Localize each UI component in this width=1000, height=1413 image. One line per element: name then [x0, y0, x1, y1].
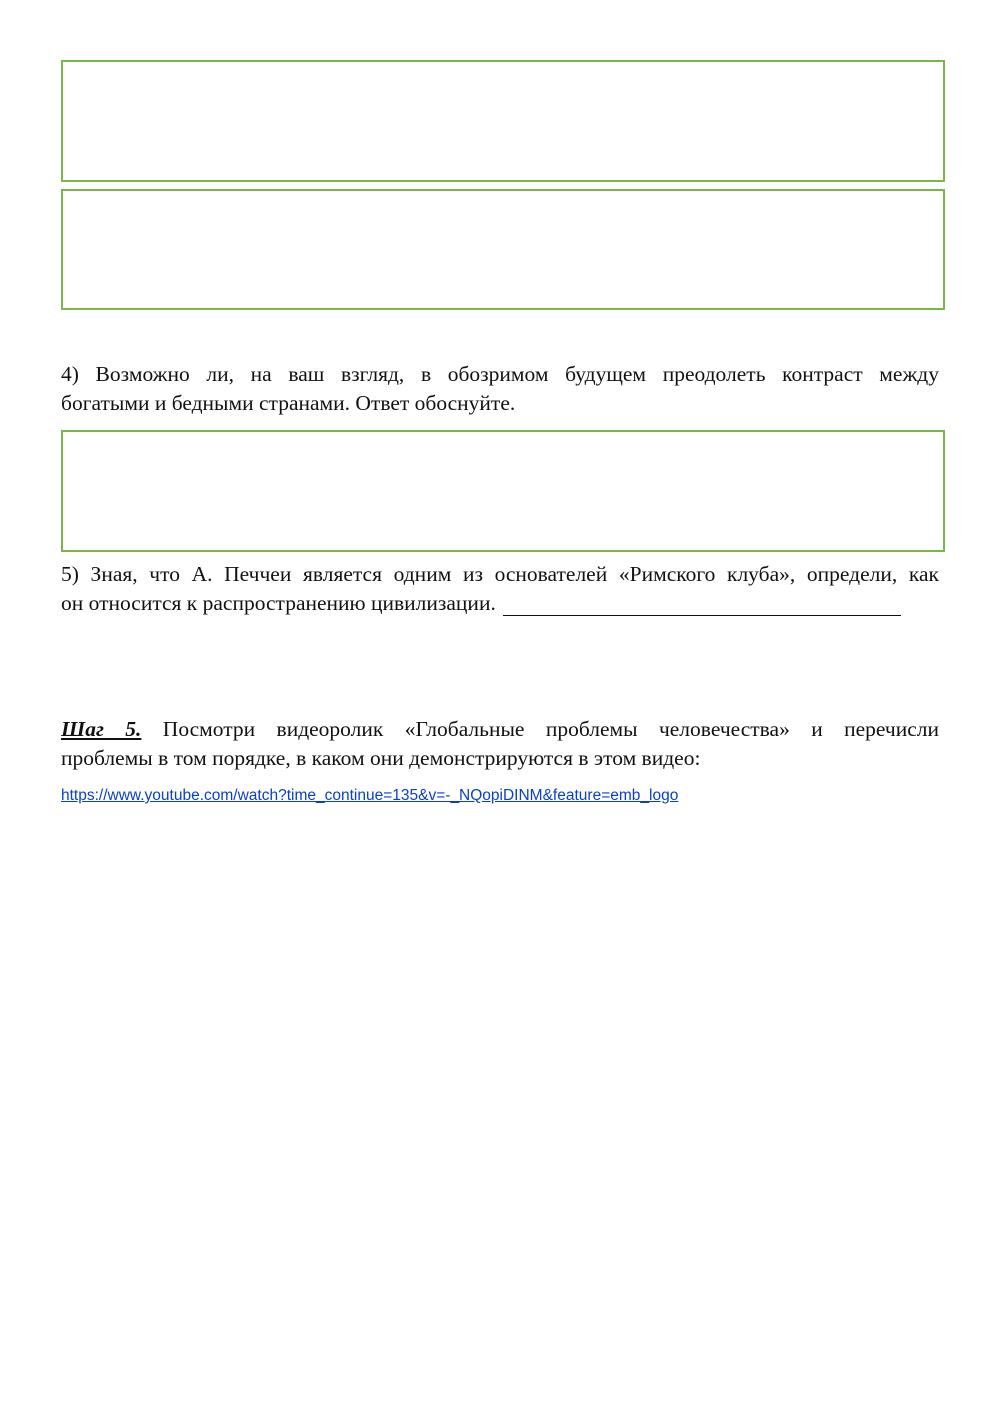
answer-box-2[interactable] [61, 189, 945, 310]
question-5-line-2-wrap [61, 589, 939, 618]
question-4 [61, 360, 939, 418]
step-5-line-1-text: Посмотри видеоролик «Глобальные проблемы человечества» и перечисли [141, 717, 939, 741]
question-4-line-2: богатыми и бедными странами. Ответ обоснуйте. [61, 391, 516, 415]
question-4-line-1: 4) Возможно ли, на ваш взгляд, в обозримом будущем преодолеть контраст между [61, 362, 939, 386]
question-5-line-2: он относится к распространению цивилизации. [61, 591, 496, 615]
step-5-line-2: проблемы в том порядке, в каком они демонстрируются в этом видео: [61, 746, 701, 770]
step-5-label: Шаг 5. [61, 717, 142, 741]
answer-box-question-4[interactable] [61, 430, 945, 552]
question-5 [61, 560, 939, 618]
video-link[interactable]: https://www.youtube.com/watch?time_continue=135&v=-_NQopiDINM&feature=emb_logo [61, 787, 679, 804]
answer-box-1[interactable] [61, 60, 945, 182]
step-5-line-1 [61, 715, 939, 744]
answer-textarea-1[interactable] [63, 62, 943, 180]
answer-textarea-2[interactable] [63, 191, 943, 308]
question-5-answer-blank[interactable] [503, 595, 901, 616]
step-5 [61, 715, 939, 773]
answer-textarea-question-4[interactable] [63, 432, 943, 550]
question-5-line-1: 5) Зная, что А. Печчеи является одним из основателей «Римского клуба», определи, как [61, 562, 939, 586]
